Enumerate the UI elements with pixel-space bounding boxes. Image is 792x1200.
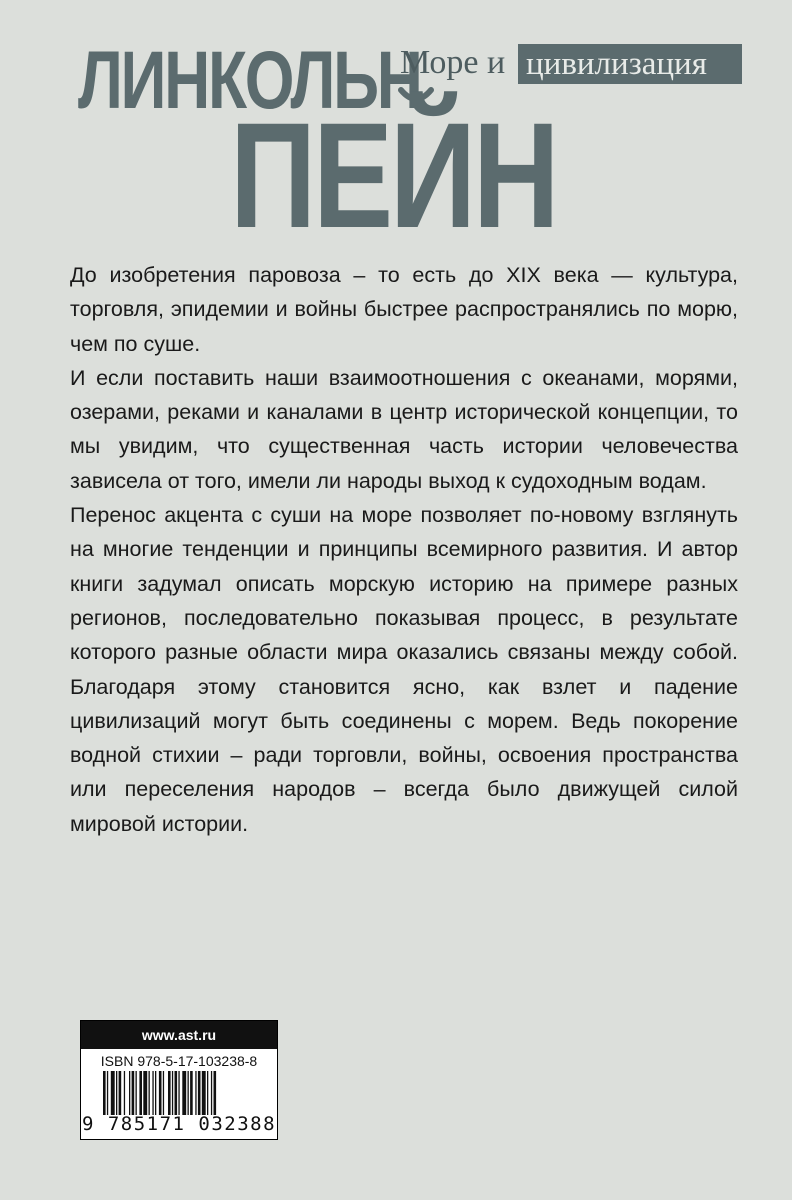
barcode-bar: [159, 1071, 162, 1115]
barcode-bar: [155, 1071, 156, 1115]
blurb-paragraph-3: Перенос акцента с суши на море позволяет по-новому взглянуть на многие тенденции и принципы всемирного развития. И автор книги задумал описать морскую историю на примере разных регионов, последовательно показывая процесс, в результате которого разные области мира оказались связаны между собой. Благодаря этому становится ясно, как взлет и падение цивилизаций могут быть соединены с морем. Ведь покорение водной стихии – ради торговли, войны, освоения пространства или переселения народов – всегда было движущей силой мировой истории.: [70, 503, 738, 836]
barcode-bar: [124, 1071, 125, 1115]
barcode-bar: [178, 1071, 179, 1115]
barcode-bar: [143, 1071, 147, 1115]
barcode-bar: [152, 1071, 153, 1115]
barcode-bar: [111, 1071, 115, 1115]
barcode-bar: [190, 1071, 193, 1115]
blurb-paragraph-1: До изобретения паровоза – то есть до XIX века — культура, торговля, эпидемии и войны быстрее распространялись по морю, чем по суше.: [70, 263, 738, 356]
author-last-name: ПЕЙН: [230, 91, 557, 259]
barcode-bar: [188, 1071, 189, 1115]
barcode-bar: [136, 1071, 137, 1115]
barcode-bar: [214, 1071, 217, 1115]
isbn-block: [80, 1020, 278, 1140]
barcode-bar: [163, 1071, 164, 1115]
barcode-bar: [195, 1071, 196, 1115]
barcode-bar: [211, 1071, 212, 1115]
barcode-icon: [101, 1071, 259, 1115]
barcode-bar: [168, 1071, 171, 1115]
barcode-bar: [202, 1071, 206, 1115]
barcode-bar: [107, 1071, 108, 1115]
isbn-label: ISBN 978-5-17-103238-8: [100, 1053, 258, 1069]
barcode-bar: [207, 1071, 208, 1115]
barcode-bar: [182, 1071, 186, 1115]
blurb-paragraph-2: И если поставить наши взаимоотношения с океанами, морями, озерами, реками и каналами в центр исторической концепции, то мы увидим, что существенная часть истории человечества зависела от того, имели ли народы выход к судоходным водам.: [70, 365, 738, 493]
barcode-bar: [116, 1071, 117, 1115]
author-first-name: ЛИНКОЛЬН: [78, 35, 421, 126]
barcode-bar: [139, 1071, 142, 1115]
barcode-bar: [129, 1071, 130, 1115]
barcode-bar: [149, 1071, 150, 1115]
barcode-bar: [175, 1071, 178, 1115]
ean-digits: 9 785171 032388: [81, 1113, 277, 1135]
series-title-part2: цивилизация: [526, 46, 707, 82]
back-cover-blurb: [70, 258, 738, 841]
barcode-bar: [172, 1071, 173, 1115]
barcode-bar: [103, 1071, 106, 1115]
barcode-bar: [198, 1071, 201, 1115]
publisher-website: www.ast.ru: [81, 1021, 277, 1049]
series-title-part1: Море и: [400, 44, 506, 81]
barcode-bar: [132, 1071, 135, 1115]
barcode-bar: [119, 1071, 122, 1115]
